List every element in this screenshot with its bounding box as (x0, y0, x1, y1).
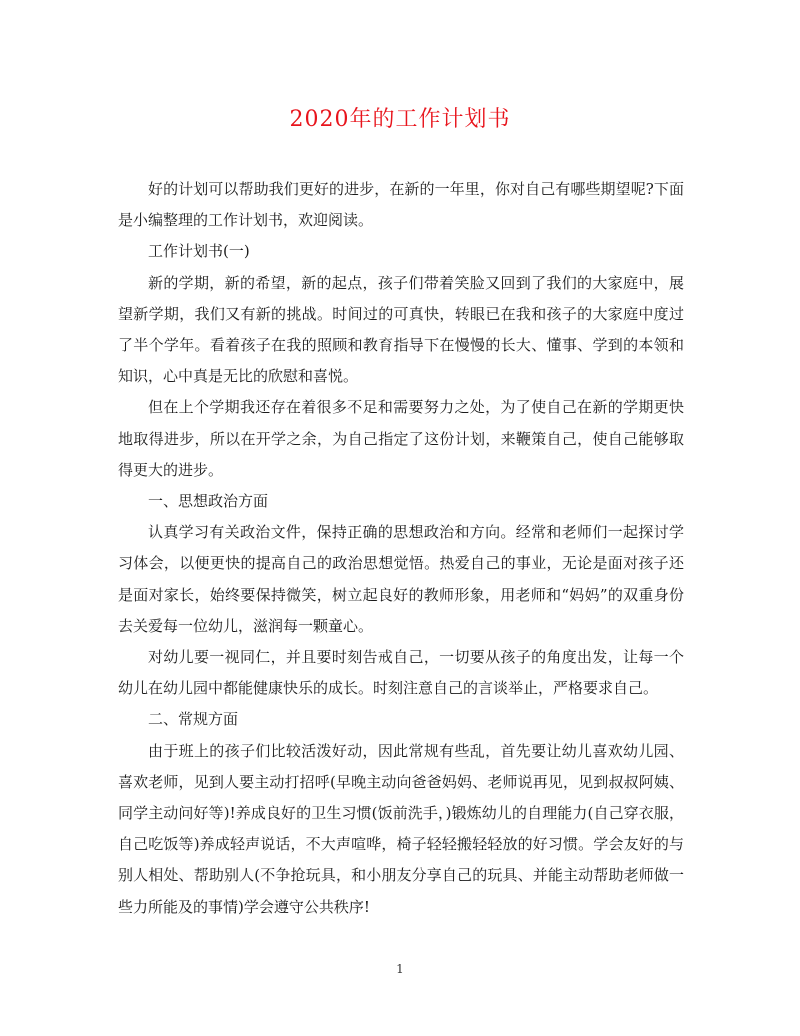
body-paragraph: 新的学期，新的希望，新的起点，孩子们带着笑脸又回到了我们的大家庭中，展望新学期，我们又有新的挑战。时间过的可真快，转眼已在我和孩子的大家庭中度过了半个学年。看着孩子在我的照顾和教育指导下在慢慢的长大、懂事、学到的本领和知识，心中真是无比的欣慰和喜悦。 (118, 273, 684, 386)
body-paragraph: 但在上个学期我还存在着很多不足和需要努力之处，为了使自己在新的学期更快地取得进步，所以在开学之余，为自己指定了这份计划，来鞭策自己，使自己能够取得更大的进步。 (118, 398, 684, 479)
section-heading-plan-one: 工作计划书(一) (148, 242, 250, 261)
document-title: 2020年的工作计划书 (289, 107, 511, 132)
body-paragraph: 认真学习有关政治文件，保持正确的思想政治和方向。经常和老师们一起探讨学习体会，以便更快的提高自己的政治思想觉悟。热爱自己的事业，无论是面对孩子还是面对家长，始终要保持微笑，树立起良好的教师形象，用老师和“妈妈”的双重身份去关爱每一位幼儿，滋润每一颗童心。 (118, 523, 684, 635)
intro-paragraph: 好的计划可以帮助我们更好的进步，在新的一年里，你对自己有哪些期望呢?下面是小编整理的工作计划书，欢迎阅读。 (118, 180, 684, 230)
section-heading-ideology: 一、思想政治方面 (148, 492, 269, 511)
section-heading-routine: 二、常规方面 (148, 710, 239, 729)
document-body (118, 174, 684, 923)
body-paragraph: 对幼儿要一视同仁，并且要时刻告戒自己，一切要从孩子的角度出发，让每一个幼儿在幼儿园中都能健康快乐的成长。时刻注意自己的言谈举止，严格要求自己。 (118, 648, 684, 698)
body-paragraph: 由于班上的孩子们比较活泼好动，因此常规有些乱，首先要让幼儿喜欢幼儿园、喜欢老师，见到人要主动打招呼(早晚主动向爸爸妈妈、老师说再见，见到叔叔阿姨、同学主动问好等)!养成良好的卫生习惯(饭前洗手，)锻炼幼儿的自理能力(自己穿衣服，自己吃饭等)养成轻声说话，不大声喧哗，椅子轻轻搬轻轻放的好习惯。学会友好的与别人相处、帮助别人(不争抢玩具，和小朋友分享自己的玩具、并能主动帮助老师做一些力所能及的事情)学会遵守公共秩序! (118, 741, 684, 916)
page-number: 1 (396, 962, 404, 976)
